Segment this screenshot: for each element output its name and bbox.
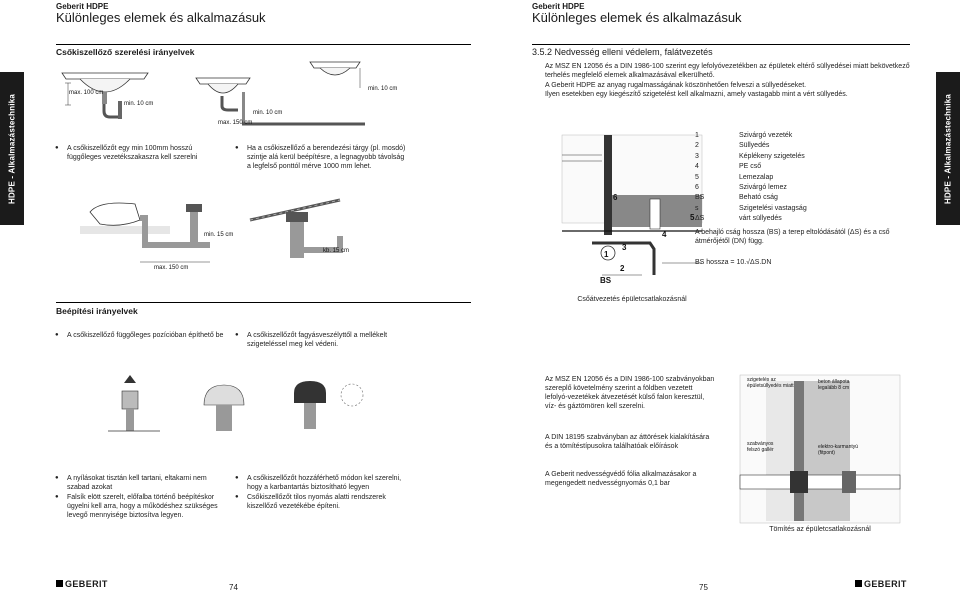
right-section-title: 3.5.2 Nedvesség elleni védelem, falátvezetés <box>532 47 713 57</box>
fig-vertical-install <box>100 375 180 435</box>
para-standard: Az MSZ EN 12056 és a DIN 1986-100 szabványokban szereplő követelmény szerint a földben vezetett lefolyó-vezetékek átvezetését külső falon keresztül, víz- és gáztömören kell szerelni. <box>545 376 715 410</box>
fig-frost-insulation <box>190 375 270 435</box>
left-page-number: 74 <box>229 583 238 592</box>
left-header-brand: Geberit HDPE <box>56 2 109 11</box>
bullet-front-wall-airflow: ● Falsík elött szerelt, előfalba történő beépítéskor ügyelni kell arra, hogy a működéshez szükséges levegő mennyisége biztosítva legyen. <box>67 493 227 520</box>
fig-roof-stack <box>250 190 380 270</box>
right-page-number: 75 <box>699 583 708 592</box>
fig-num-3: 3 <box>622 243 627 252</box>
fig1-label-max150: max. 150 cm <box>218 120 253 126</box>
fig1-label-max100: max. 100 cm <box>69 90 104 96</box>
fig-caption-seal: Tömítés az épületcsatlakozásnál <box>769 526 871 533</box>
right-intro-2: A Geberit HDPE az anyag rugalmasságának köszönhetően felveszi a süllyedéseket. <box>545 82 807 89</box>
left-section2-rule <box>56 302 471 303</box>
formula: BS hossza = 10.√ΔS.DN <box>695 259 772 266</box>
para-foil: A Geberit nedvességvédő fólia alkalmazásakor a megengedett nedvességnyomás 0,1 bar <box>545 471 697 487</box>
fig-num-4: 4 <box>662 230 667 239</box>
fig-label-insulation: szigetelés az épületsüllyedés miatt <box>747 377 794 389</box>
bullet-vertical-section: ● A csőkiszellőzőt egy min 100mm hosszú függőleges vezetékszakaszra kell szerelni <box>67 144 217 162</box>
fig4-label-kb15: kb. 15 cm <box>323 248 350 254</box>
fig-label-concrete: beton állapota legalább 8 cm <box>818 379 850 391</box>
left-header-title: Különleges elemek és alkalmazásuk <box>56 10 266 25</box>
fig-insulation-cap <box>280 375 390 435</box>
bullet-vertical-position: ● A csőkiszellőző függőleges pozícióban építhető be <box>67 331 227 340</box>
bullet-no-pressure-systems: ● Csőkiszellőzőt tilos nyomás alatti rendszerek kiszellőző vezetékébe építeni. <box>247 493 417 511</box>
fig-num-1: 1 <box>604 250 609 259</box>
bullet-accessible-mount: ● A csőkiszellőzőt hozzáférhető módon kel szerelni, hogy a karbantartás biztosítható legyen <box>247 474 417 492</box>
fig-num-2: 2 <box>620 264 625 273</box>
right-header-title: Különleges elemek és alkalmazásuk <box>532 10 742 25</box>
fig-label-electrofusion: elektro-karmantyú (fitpont) <box>818 444 859 456</box>
bullet-frost-protection: ● A csőkiszellőzőt fagyásveszélyttől a mellékelt szigeteléssel meg kel védeni. <box>247 331 407 349</box>
right-section-rule <box>532 44 910 45</box>
fig-label-collar: szabványos felszó gallér <box>747 441 774 453</box>
right-header-brand: Geberit HDPE <box>532 2 585 11</box>
para-din18195: A DIN 18195 szabványban az áttörések kialakítására és a tömítéstípusokra találhatóak előírások <box>545 434 710 450</box>
fig1-label-min10: min. 10 cm <box>124 101 154 107</box>
side-tab-right: HDPE - Alkalmazástechnika <box>936 72 960 225</box>
formula-text: A behajló cság hossza (BS) a terep eltolódásától (ΔS) és a cső átmérőjétől (DN) függ. <box>695 229 890 245</box>
right-footer-logo: GEBERIT <box>855 579 907 589</box>
fig2-label-min10b: min. 10 cm <box>368 86 398 92</box>
right-intro-3: Ilyen esetekben egy kiegészítő szigetelést kell alkalmazni, amely vastagabb mint a vért süllyedés. <box>545 91 848 98</box>
fig-num-5: 5 <box>690 213 695 222</box>
fig3-label-min15: min. 15 cm <box>204 232 234 238</box>
fig-foundation-crossing <box>562 135 702 285</box>
left-footer-logo: GEBERIT <box>56 579 108 589</box>
left-section1-rule <box>56 44 471 45</box>
right-intro: Az MSZ EN 12056 és a DIN 1986-100 szerint egy lefolyóvezetékben az épületek eltérő süllyedései miatt bekövetkező terhelés megfelelő elemek alkalmazásával elkerülhető. <box>545 63 910 79</box>
bullet-below-fixture: ● Ha a csőkiszellőző a berendezési tárgy (pl. mosdó) szintje alá kerül beépítésre, a legnagyobb távolság a legfelső ponttól mérve 1000 mm lehet. <box>247 144 407 171</box>
fig-sink-vent-1 <box>60 65 150 135</box>
bullet-keep-openings-clear: ● A nyílásokat tisztán kell tartani, eltakarni nem szabad azokat <box>67 474 227 492</box>
fig-caption-crossing: Csőátvezetés épületcsatlakozásnál <box>577 296 687 303</box>
fig-num-bs: BS <box>600 276 612 285</box>
fig3-label-max150: max. 150 cm <box>154 265 189 271</box>
fig-num-6: 6 <box>613 193 618 202</box>
side-tab-left: HDPE - Alkalmazástechnika <box>0 72 24 225</box>
fig2-label-min10a: min. 10 cm <box>253 110 283 116</box>
left-section2-title: Beépítési irányelvek <box>56 306 138 316</box>
left-section1-title: Csőkiszellőző szerelési irányelvek <box>56 47 195 57</box>
fig-sink-vent-2 <box>190 58 365 138</box>
